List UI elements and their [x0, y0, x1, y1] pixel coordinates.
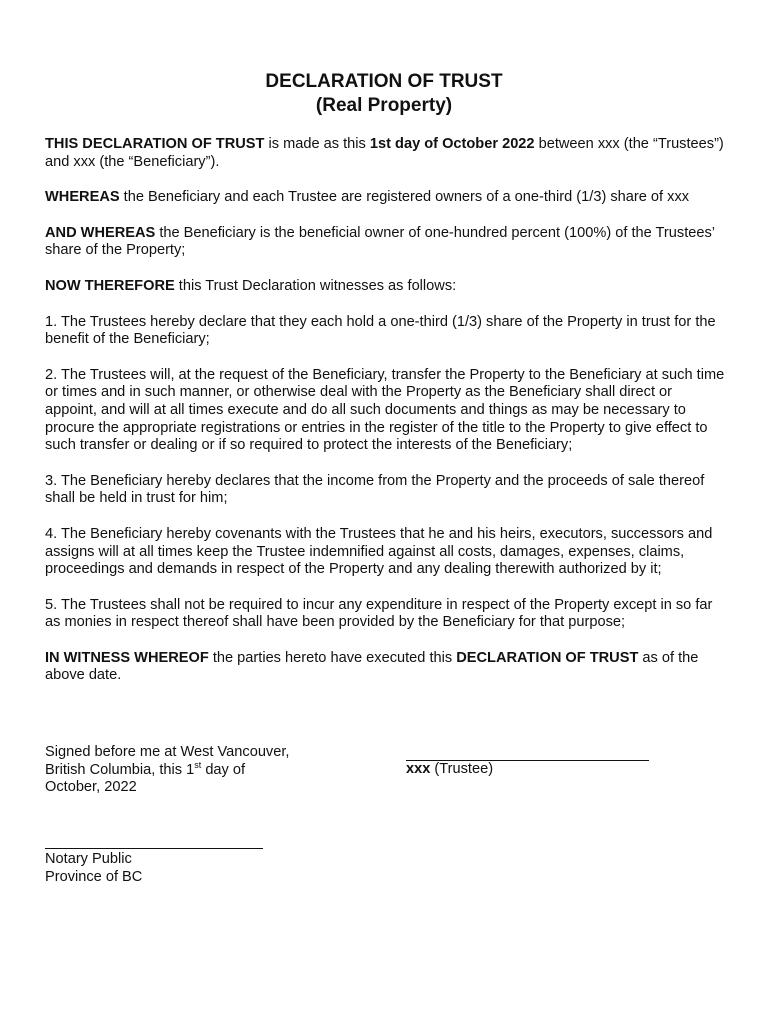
notary-signature [45, 834, 325, 886]
signing-line-2-pre: British Columbia, this 1 [45, 761, 195, 778]
clause-5: 5. The Trustees shall not be required to incur any expenditure in respect of the Property except in so far as monies in respect thereof shall have been provided by the Beneficiary for that purpose; [45, 596, 713, 631]
intro-text-2: between xxx (the “Trustees”) and xxx (the “Beneficiary”). [45, 136, 724, 170]
whereas-label: WHEREAS [45, 189, 120, 206]
whereas-paragraph [45, 189, 725, 207]
clause-1: 1. The Trustees hereby declare that they each hold a one-third (1/3) share of the Property in trust for the benefit of the Beneficiary; [45, 313, 716, 348]
intro-text-1: is made as this [264, 136, 370, 152]
and-whereas-label: AND WHEREAS [45, 224, 156, 241]
intro-date: 1st day of October 2022 [369, 136, 535, 152]
witness-text-2: as of the above date. [45, 649, 699, 684]
intro-bold-1: THIS DECLARATION OF TRUST [45, 136, 265, 152]
witness-doc-name: DECLARATION OF TRUST [456, 649, 639, 666]
title-subtitle: (Real Property) [315, 95, 453, 116]
and-whereas-paragraph [45, 225, 725, 260]
now-therefore-paragraph [45, 278, 725, 296]
notary-title: Notary Public [45, 851, 132, 867]
trustee-role: (Trustee) [430, 761, 494, 777]
signing-location [45, 744, 325, 797]
signing-line-3: October, 2022 [45, 779, 137, 796]
clause-2: 2. The Trustees will, at the request of the Beneficiary, transfer the Property to the Beneficiary at such time or times and in such manner, or otherwise deal with the Property as the Beneficiary shall direct or appoint, and will at all times execute and do all such documents and things as may be necessary to procure the appropriate registrations or entries in the register of the title to the Property to give effect to such transfer or dealing or if so required to protect the interests of the Beneficiary; [45, 366, 725, 454]
now-therefore-text: this Trust Declaration witnesses as follows: [174, 277, 457, 294]
clause-3: 3. The Beneficiary hereby declares that the income from the Property and the proceeds of sale thereof shall be held in trust for him; [45, 472, 705, 507]
signing-line-2 [45, 759, 325, 780]
intro-paragraph [45, 136, 725, 171]
whereas-text: the Beneficiary and each Trustee are registered owners of a one-third (1/3) share of xxx [119, 189, 690, 206]
signing-ordinal: st [194, 759, 202, 770]
and-whereas-text: the Beneficiary is the beneficial owner of one-hundred percent (100%) of the Trustees’ share of the Property; [45, 224, 715, 259]
clause-4: 4. The Beneficiary hereby covenants with the Trustees that he and his heirs, executors, successors and assigns will at all times keep the Trustee indemnified against all costs, damages, expenses, claims, proceedings and demands in respect of the Property and any dealing therewith authorized by it; [45, 525, 713, 578]
document-body [45, 136, 725, 703]
document-title [0, 70, 768, 118]
witness-text-1: the parties hereto have executed this [208, 649, 457, 666]
signing-line-2-post: day of [201, 761, 246, 778]
now-therefore-label: NOW THEREFORE [45, 277, 175, 294]
trustee-signature [406, 744, 666, 779]
trustee-name: xxx [406, 761, 431, 777]
trustee-label [406, 761, 666, 779]
witness-paragraph [45, 650, 725, 685]
notary-province: Province of BC [45, 868, 143, 885]
signature-block [45, 744, 735, 904]
title-main: DECLARATION OF TRUST [265, 71, 503, 92]
notary-signature-line [45, 834, 263, 849]
signing-line-1: Signed before me at West Vancouver, [45, 744, 290, 760]
witness-label: IN WITNESS WHEREOF [45, 649, 209, 666]
trustee-signature-line [406, 744, 649, 761]
